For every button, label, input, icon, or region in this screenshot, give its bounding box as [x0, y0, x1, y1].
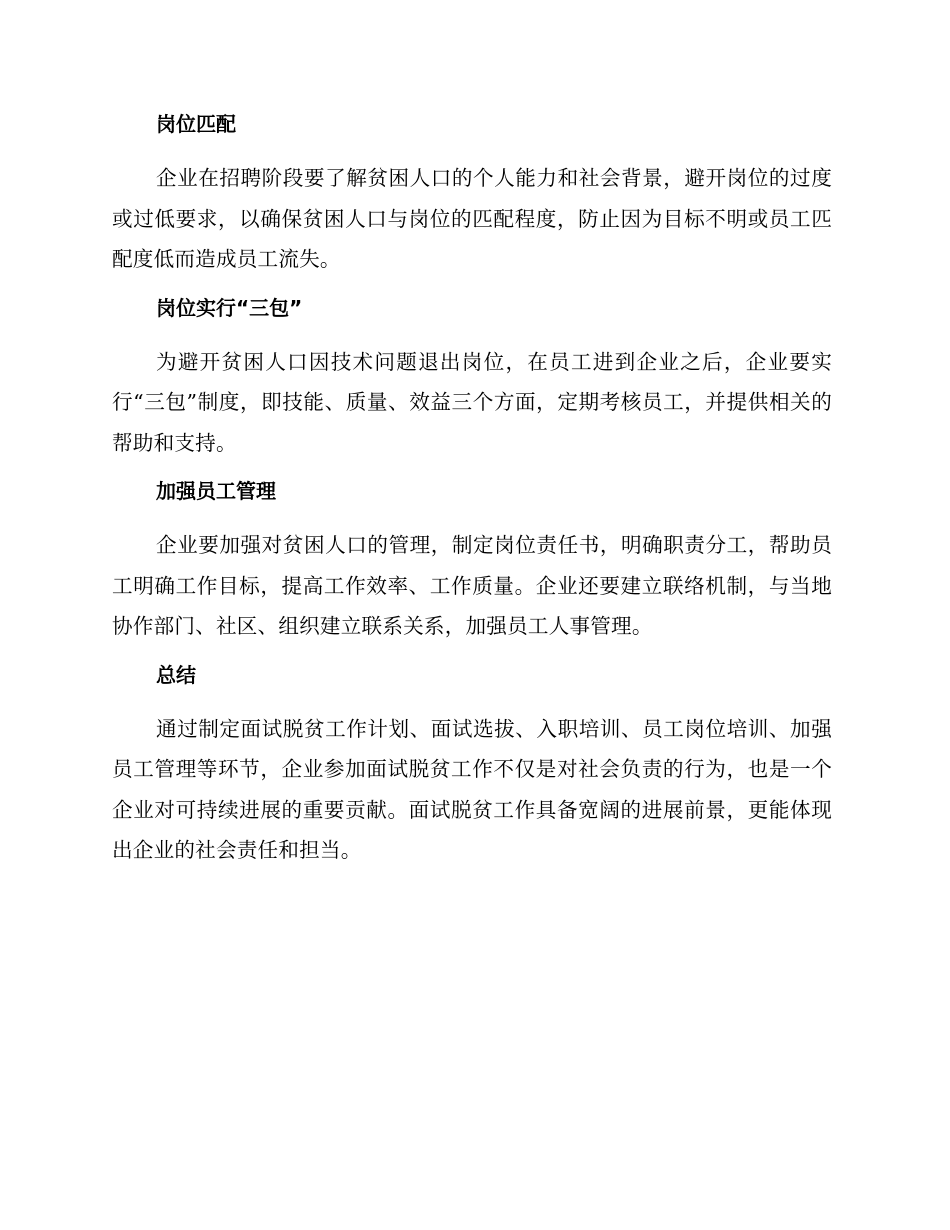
document-page — [112, 108, 832, 871]
section-paragraph: 通过制定面试脱贫工作计划、面试选拔、入职培训、员工岗位培训、加强员工管理等环节，企业参加面试脱贫工作不仅是对社会负责的行为，也是一个企业对可持续进展的重要贡献。面试脱贫工作具备宽阔的进展前景，更能体现出企业的社会责任和担当。 — [112, 716, 832, 862]
section-heading: 总结 — [156, 662, 196, 687]
section-heading: 岗位匹配 — [156, 112, 236, 136]
section-paragraph: 为避开贫困人口因技术问题退出岗位，在员工进到企业之后，企业要实行“三包”制度，即技能、质量、效益三个方面，定期考核员工，并提供相关的帮助和支持。 — [112, 349, 832, 455]
section-heading: 加强员工管理 — [156, 479, 276, 503]
section-paragraph: 企业在招聘阶段要了解贫困人口的个人能力和社会背景，避开岗位的过度或过低要求，以确保贫困人口与岗位的匹配程度，防止因为目标不明或员工匹配度低而造成员工流失。 — [112, 166, 832, 271]
section-paragraph: 企业要加强对贫困人口的管理，制定岗位责任书，明确职责分工，帮助员工明确工作目标，提高工作效率、工作质量。企业还要建立联络机制，与当地协作部门、社区、组织建立联系关系，加强员工人事管理。 — [112, 533, 832, 638]
section-job-matching — [112, 108, 832, 280]
section-staff-management — [112, 475, 832, 647]
section-heading: 岗位实行“三包” — [156, 295, 303, 320]
section-three-guarantees — [112, 292, 832, 464]
section-summary — [112, 659, 832, 871]
